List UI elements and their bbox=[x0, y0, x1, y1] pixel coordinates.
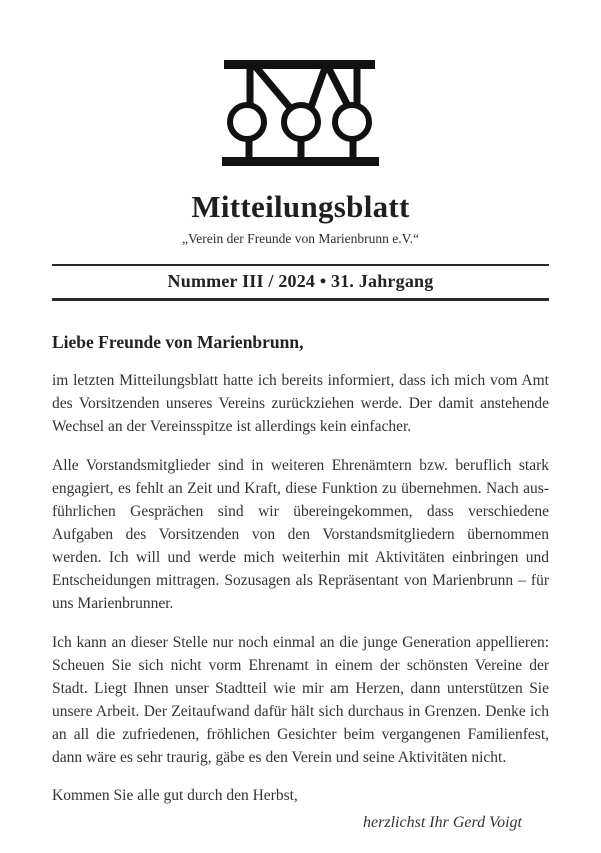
salutation: Liebe Freunde von Marienbrunn, bbox=[52, 332, 304, 352]
logo-container bbox=[52, 60, 549, 166]
paragraph-1: im letzten Mitteilungsblatt hatte ich bereits informiert, dass ich mich vom Amt des Vorsitzenden unseres Vereins zurückziehen werde. Der damit anstehende Wechsel an der Vereinsspitze ist allerdings kein einfacher. bbox=[52, 372, 549, 435]
issue-bar bbox=[52, 264, 549, 301]
closing-line: Kommen Sie alle gut durch den Herbst, bbox=[52, 787, 298, 804]
newsletter-title: Mitteilungsblatt bbox=[191, 189, 410, 224]
newsletter-subtitle: „Verein der Freunde von Marienbrunn e.V.“ bbox=[181, 231, 420, 246]
signature: herzlichst Ihr Gerd Voigt bbox=[363, 814, 522, 831]
marienbrunn-fence-fountain-logo-icon bbox=[222, 60, 379, 166]
paragraph-3: Ich kann an dieser Stelle nur noch einmal an die junge Generation appellieren: Scheuen Sie sich nicht vorm Ehrenamt in einem der schönsten Vereine der Stadt. Liegt Ihnen unser Stadtteil wie mir am Herzen, dann unterstützen Sie unsere Arbeit. Der Zeitaufwand dafür hält sich durchaus in Grenzen. Denke ich an all die zufriedenen, fröhlichen Gesichter beim vergangenen Familienfest, dann wäre es sehr traurig, gäbe es den Verein und seine Aktivitäten nicht. bbox=[52, 634, 549, 766]
issue-number-line: Nummer III / 2024 • 31. Jahrgang bbox=[167, 271, 434, 291]
letter-body bbox=[52, 332, 549, 834]
masthead bbox=[52, 60, 549, 301]
paragraph-2: Alle Vorstandsmitglieder sind in weiteren Ehrenämtern bzw. beruflich stark engagiert, es fehlt an Zeit und Kraft, diese Funktion zu übernehmen. Nach ausführlichen Gesprächen sind wir übereingekommen, dass verschiedene Aufgaben des Vorsitzenden von den Vorstandsmitgliedern übernommen werden. Ich will und werde mich weiterhin mit Aktivitäten einbringen und Entscheidungen mittragen. Sozusagen als Repräsentant von Marienbrunn – für uns Marienbrunner. bbox=[52, 457, 549, 612]
